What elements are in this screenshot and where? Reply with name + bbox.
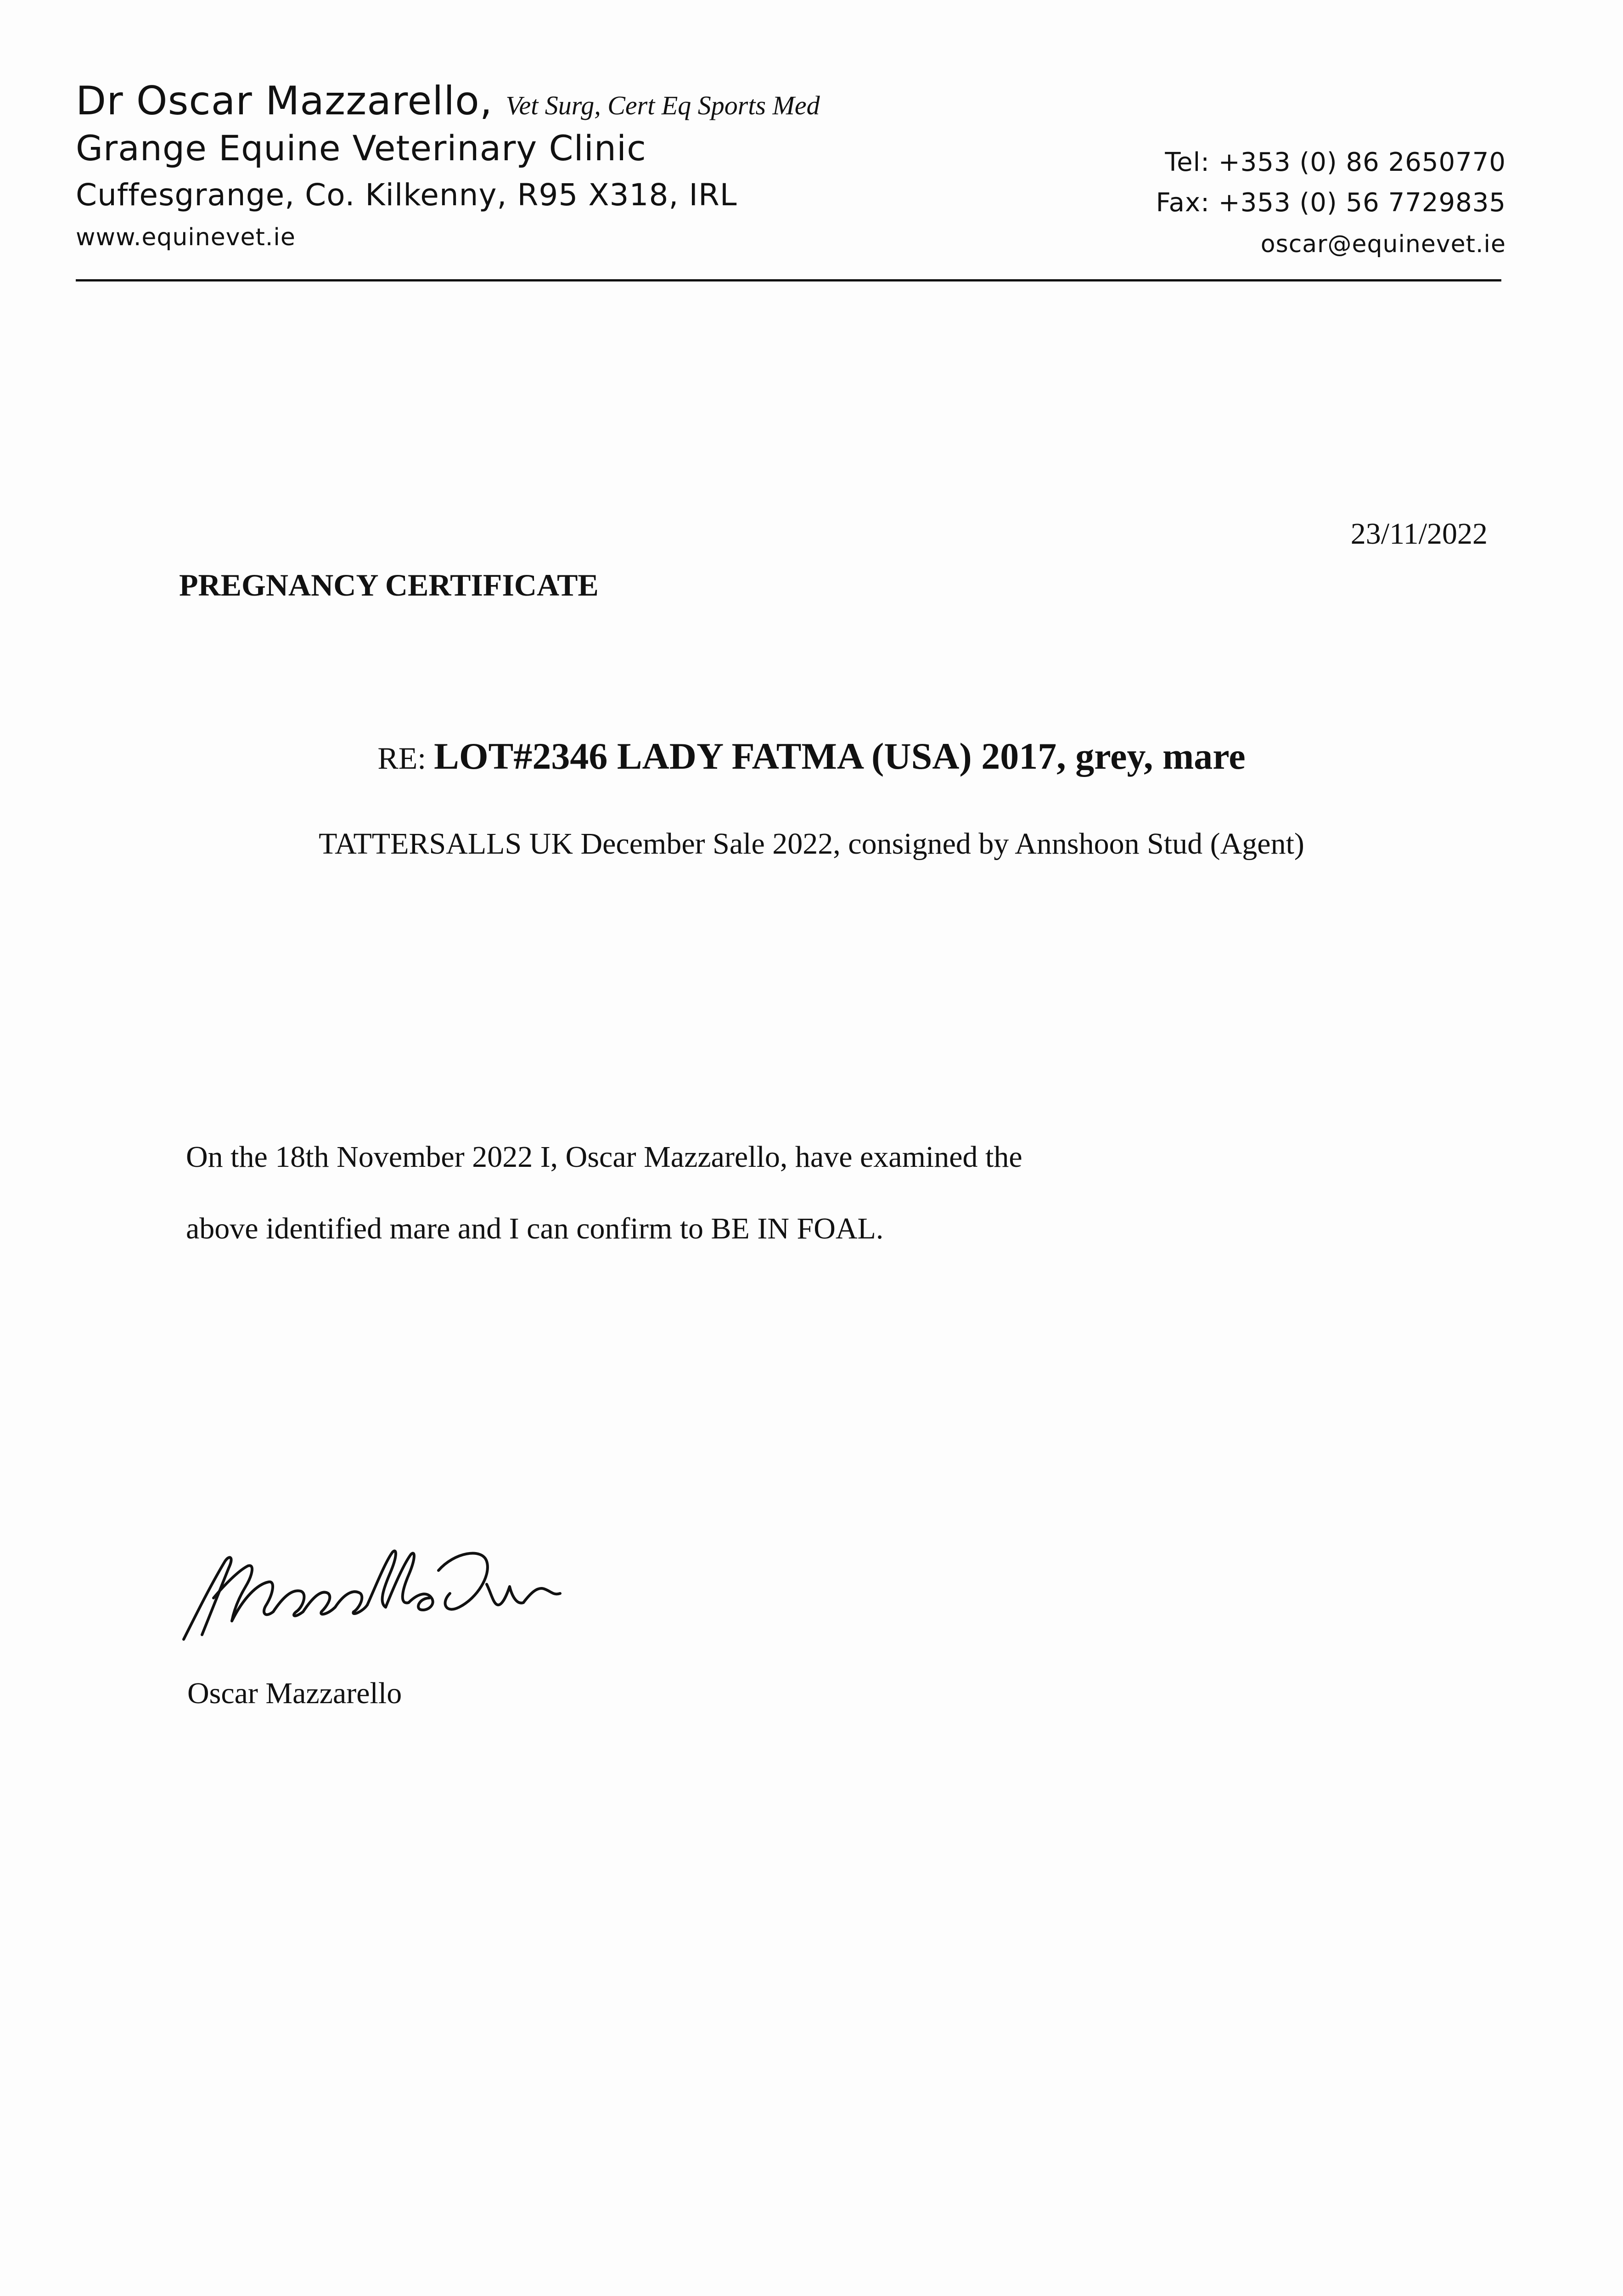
letterhead-name-line: Dr Oscar Mazzarello, Vet Surg, Cert Eq Sports Med xyxy=(76,78,820,124)
clinic-telephone: Tel: +353 (0) 86 2650770 xyxy=(1165,147,1506,177)
body-text-line-1: On the 18th November 2022 I, Oscar Mazzarello, have examined the xyxy=(186,1140,1022,1174)
clinic-fax: Fax: +353 (0) 56 7729835 xyxy=(1156,188,1506,218)
clinic-address: Cuffesgrange, Co. Kilkenny, R95 X318, IRL xyxy=(76,177,737,213)
handwritten-signature xyxy=(170,1529,565,1658)
re-prefix: RE: xyxy=(377,741,427,776)
clinic-name: Grange Equine Veterinary Clinic xyxy=(76,128,646,169)
signatory-name: Oscar Mazzarello xyxy=(187,1677,402,1710)
certificate-title: PREGNANCY CERTIFICATE xyxy=(179,568,599,602)
re-subject: LOT#2346 LADY FATMA (USA) 2017, grey, mare xyxy=(434,735,1246,777)
clinic-email: oscar@equinevet.ie xyxy=(1260,231,1506,258)
body-text-line-2: above identified mare and I can confirm to BE IN FOAL. xyxy=(186,1212,884,1245)
sale-details: TATTERSALLS UK December Sale 2022, consigned by Annshoon Stud (Agent) xyxy=(319,827,1304,861)
letterhead-divider xyxy=(76,279,1501,281)
clinic-website: www.equinevet.ie xyxy=(76,224,296,251)
re-line xyxy=(0,735,1623,778)
certificate-date: 23/11/2022 xyxy=(1350,517,1488,551)
vet-qualifications: Vet Surg, Cert Eq Sports Med xyxy=(505,90,820,120)
vet-name: Dr Oscar Mazzarello xyxy=(76,78,480,124)
